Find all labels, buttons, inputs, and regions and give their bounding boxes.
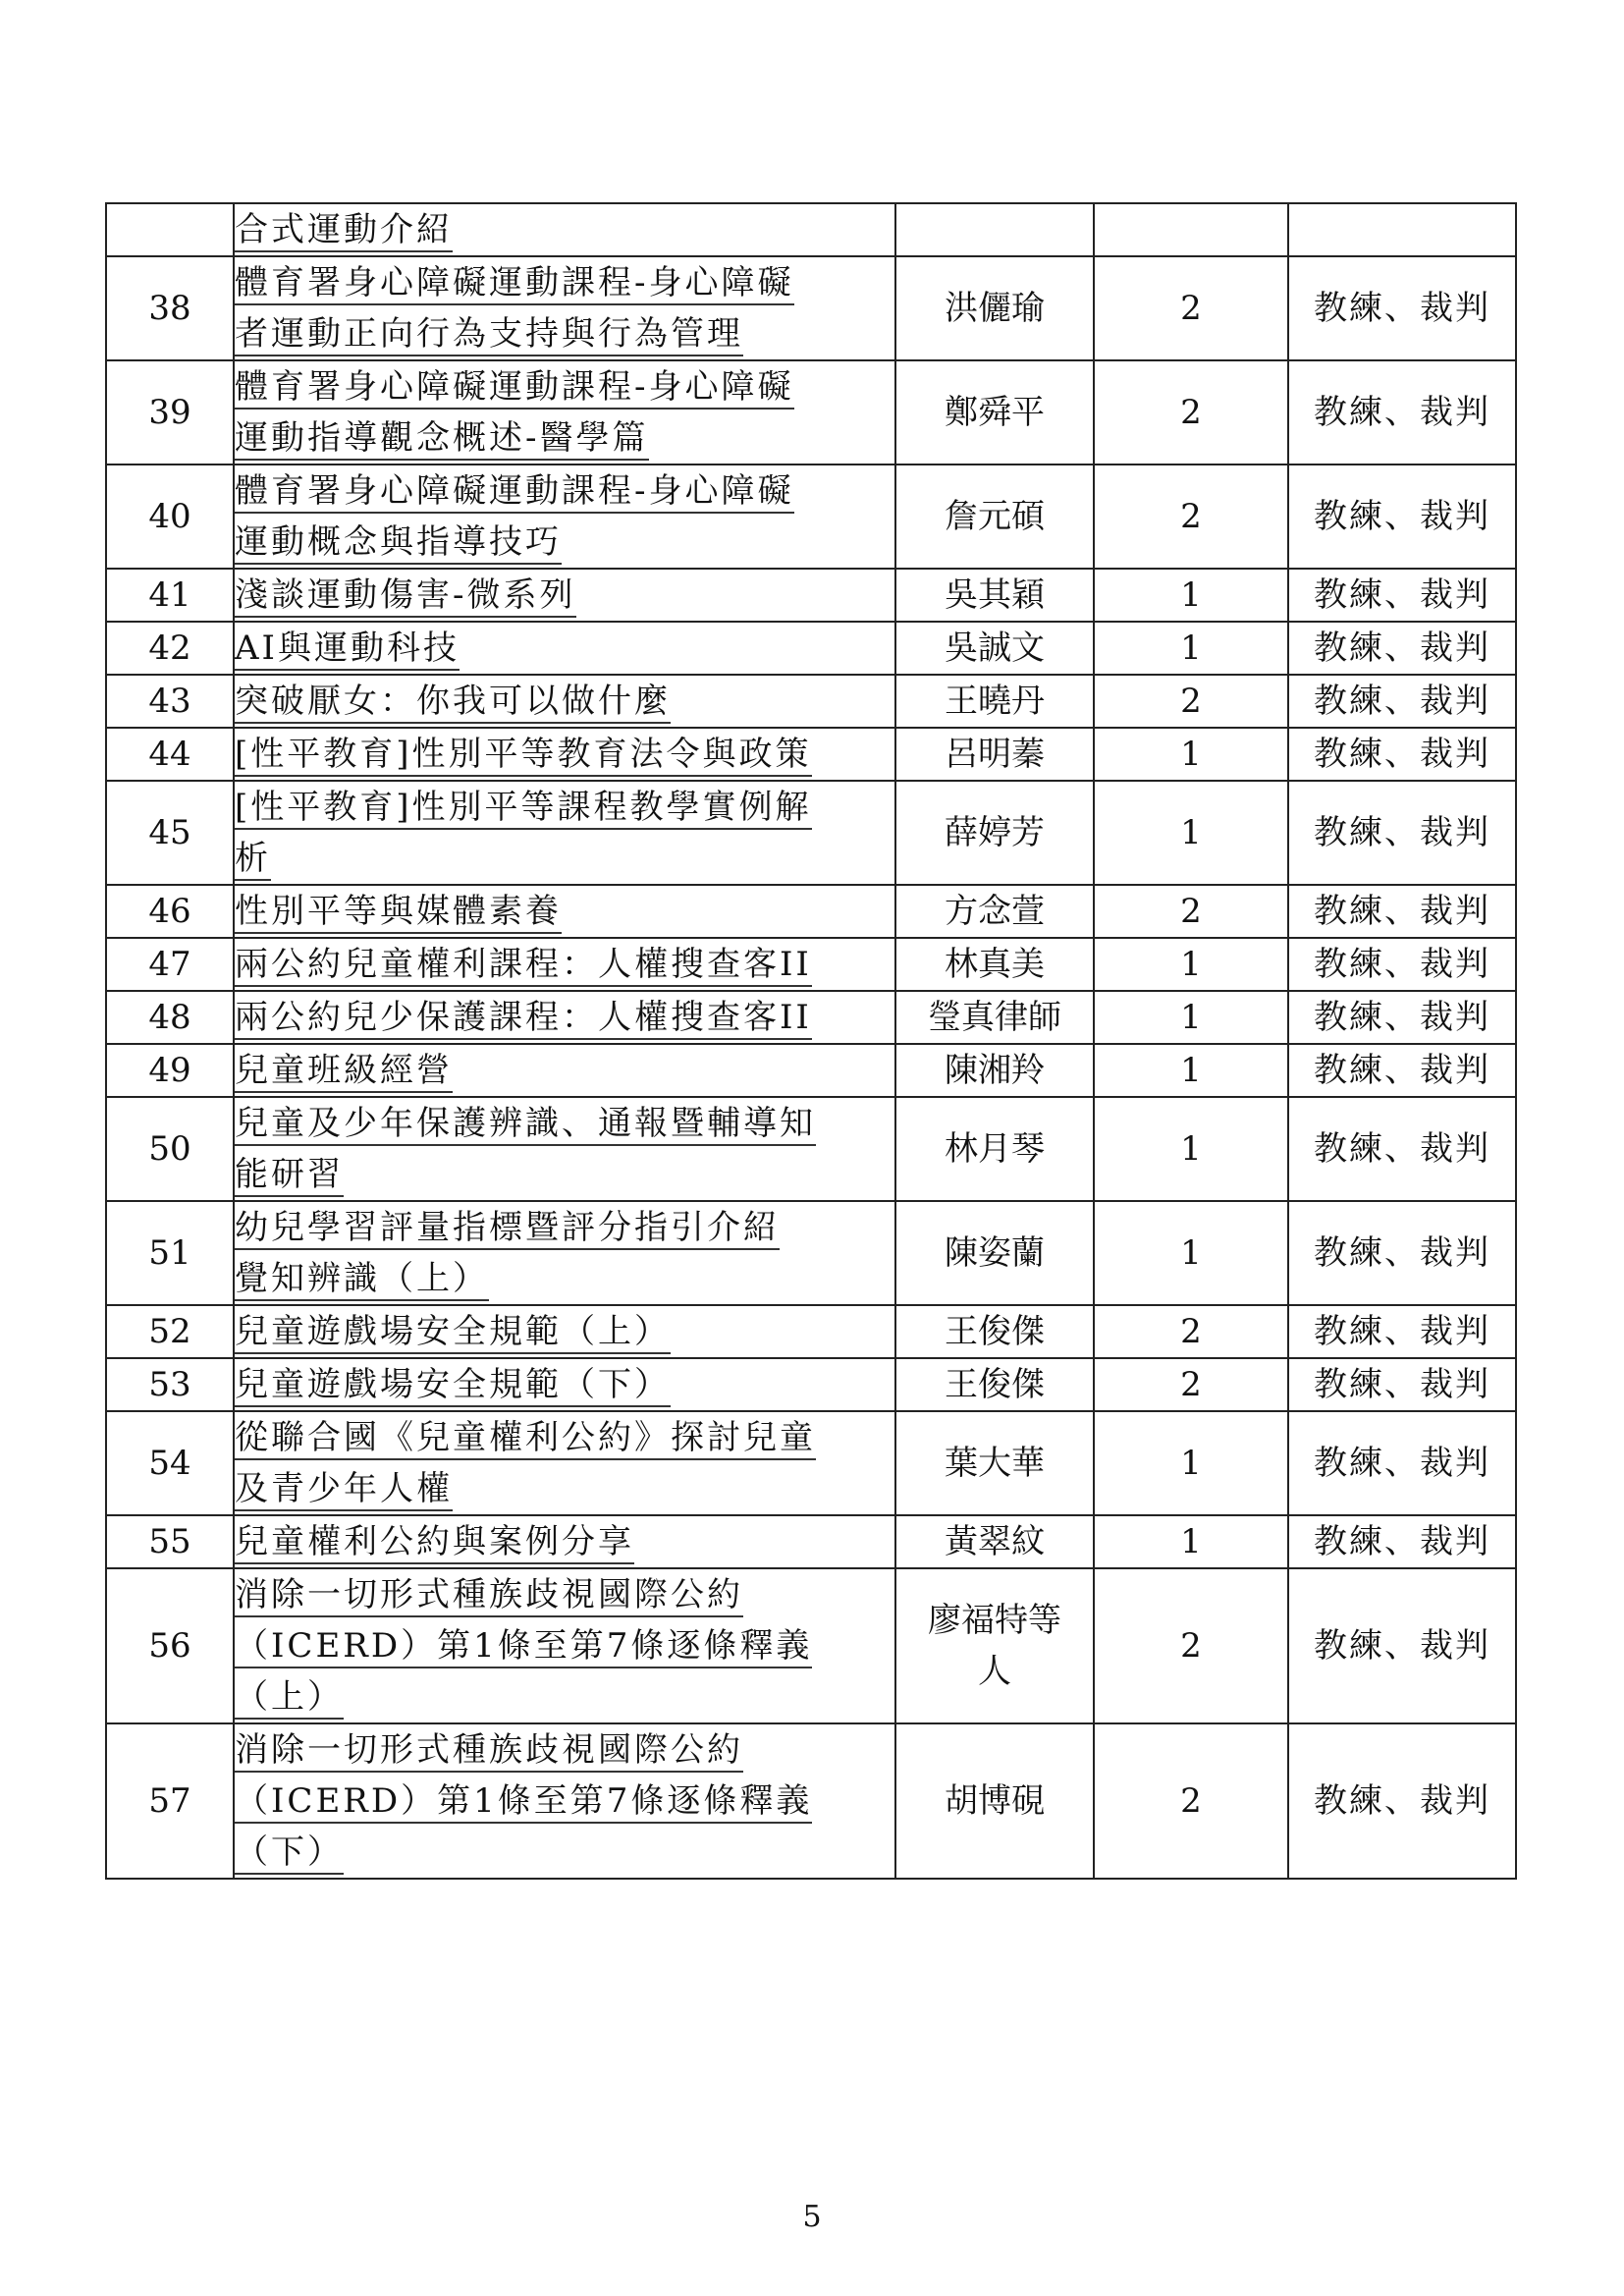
course-title-link[interactable]: 者運動正向行為支持與行為管理 bbox=[235, 314, 743, 356]
course-title-link[interactable]: 體育署身心障礙運動課程-身心障礙 bbox=[235, 471, 794, 514]
course-title-link[interactable]: 體育署身心障礙運動課程-身心障礙 bbox=[235, 367, 794, 410]
course-title-cell bbox=[234, 569, 895, 622]
lecturer-cell bbox=[895, 938, 1094, 991]
lecturer-cell bbox=[895, 1097, 1094, 1201]
row-number: 38 bbox=[106, 256, 234, 360]
lecturer-name: 薛婷芳 bbox=[945, 813, 1045, 852]
course-title-cell bbox=[234, 885, 895, 938]
hours-cell: 2 bbox=[1094, 360, 1288, 465]
course-title-link[interactable]: 運動概念與指導技巧 bbox=[235, 522, 562, 565]
lecturer-name: 瑩真律師 bbox=[928, 998, 1061, 1037]
table-row bbox=[106, 1568, 1516, 1723]
target-audience-cell: 教練、裁判 bbox=[1288, 1358, 1516, 1411]
hours-cell: 1 bbox=[1094, 1201, 1288, 1305]
hours-cell: 1 bbox=[1094, 569, 1288, 622]
course-title-link[interactable]: 析 bbox=[235, 839, 271, 881]
table-row bbox=[106, 1044, 1516, 1097]
course-title-link[interactable]: 兒童遊戲場安全規範（下） bbox=[235, 1365, 671, 1407]
course-title-link[interactable]: 性別平等與媒體素養 bbox=[235, 892, 562, 934]
target-audience-cell: 教練、裁判 bbox=[1288, 1411, 1516, 1515]
table-row bbox=[106, 360, 1516, 465]
target-audience-cell: 教練、裁判 bbox=[1288, 1723, 1516, 1879]
table-row bbox=[106, 1358, 1516, 1411]
target-audience-cell: 教練、裁判 bbox=[1288, 1568, 1516, 1723]
target-audience-cell bbox=[1288, 203, 1516, 256]
table-row bbox=[106, 885, 1516, 938]
row-number: 53 bbox=[106, 1358, 234, 1411]
lecturer-cell bbox=[895, 1044, 1094, 1097]
table-row bbox=[106, 781, 1516, 885]
lecturer-name: 人 bbox=[978, 1652, 1011, 1691]
row-number: 57 bbox=[106, 1723, 234, 1879]
target-audience-cell: 教練、裁判 bbox=[1288, 256, 1516, 360]
hours-cell: 2 bbox=[1094, 885, 1288, 938]
target-audience-cell: 教練、裁判 bbox=[1288, 675, 1516, 728]
lecturer-name: 王俊傑 bbox=[945, 1312, 1045, 1351]
course-table bbox=[105, 202, 1517, 1880]
course-title-link[interactable]: 運動指導觀念概述-醫學篇 bbox=[235, 418, 649, 461]
lecturer-name: 王俊傑 bbox=[945, 1365, 1045, 1404]
row-number: 54 bbox=[106, 1411, 234, 1515]
course-title-link[interactable]: AI與運動科技 bbox=[235, 629, 460, 671]
row-number: 41 bbox=[106, 569, 234, 622]
course-title-link[interactable]: 從聯合國《兒童權利公約》探討兒童 bbox=[235, 1418, 816, 1460]
lecturer-name: 呂明蓁 bbox=[945, 735, 1045, 774]
row-number: 43 bbox=[106, 675, 234, 728]
hours-cell: 2 bbox=[1094, 675, 1288, 728]
lecturer-cell bbox=[895, 1515, 1094, 1568]
lecturer-cell bbox=[895, 622, 1094, 675]
row-number: 49 bbox=[106, 1044, 234, 1097]
row-number: 42 bbox=[106, 622, 234, 675]
course-title-link[interactable]: 幼兒學習評量指標暨評分指引介紹 bbox=[235, 1208, 780, 1250]
lecturer-name: 陳湘羚 bbox=[945, 1051, 1045, 1090]
hours-cell: 2 bbox=[1094, 1358, 1288, 1411]
hours-cell: 1 bbox=[1094, 1411, 1288, 1515]
target-audience-cell: 教練、裁判 bbox=[1288, 569, 1516, 622]
lecturer-cell bbox=[895, 203, 1094, 256]
lecturer-name: 吳其穎 bbox=[945, 575, 1045, 615]
course-title-cell bbox=[234, 1358, 895, 1411]
row-number: 48 bbox=[106, 991, 234, 1044]
table-row bbox=[106, 465, 1516, 569]
course-title-cell bbox=[234, 675, 895, 728]
lecturer-name: 胡博硯 bbox=[945, 1781, 1045, 1821]
course-title-link[interactable]: 體育署身心障礙運動課程-身心障礙 bbox=[235, 263, 794, 305]
lecturer-cell bbox=[895, 256, 1094, 360]
lecturer-name: 葉大華 bbox=[945, 1444, 1045, 1483]
hours-cell: 1 bbox=[1094, 1097, 1288, 1201]
table-row bbox=[106, 569, 1516, 622]
course-title-link[interactable]: 兒童及少年保護辨識、通報暨輔導知 bbox=[235, 1104, 816, 1146]
course-title-cell bbox=[234, 1515, 895, 1568]
table-row bbox=[106, 991, 1516, 1044]
row-number: 44 bbox=[106, 728, 234, 781]
course-title-link[interactable]: 及青少年人權 bbox=[235, 1469, 453, 1511]
course-title-cell bbox=[234, 360, 895, 465]
table-row bbox=[106, 1305, 1516, 1358]
table-row bbox=[106, 1515, 1516, 1568]
table-row bbox=[106, 1097, 1516, 1201]
course-title-cell bbox=[234, 1305, 895, 1358]
row-number bbox=[106, 203, 234, 256]
lecturer-cell bbox=[895, 991, 1094, 1044]
hours-cell: 1 bbox=[1094, 1515, 1288, 1568]
hours-cell: 2 bbox=[1094, 1568, 1288, 1723]
table-row bbox=[106, 675, 1516, 728]
lecturer-cell bbox=[895, 885, 1094, 938]
course-title-link[interactable]: 突破厭女：你我可以做什麼 bbox=[235, 682, 671, 724]
course-title-link[interactable]: （ICERD）第1條至第7條逐條釋義 bbox=[235, 1626, 812, 1668]
course-title-link[interactable]: （上） bbox=[235, 1677, 344, 1720]
hours-cell: 2 bbox=[1094, 256, 1288, 360]
hours-cell: 2 bbox=[1094, 1723, 1288, 1879]
course-title-cell bbox=[234, 256, 895, 360]
hours-cell: 1 bbox=[1094, 1044, 1288, 1097]
lecturer-name: 林真美 bbox=[945, 945, 1045, 984]
target-audience-cell: 教練、裁判 bbox=[1288, 1097, 1516, 1201]
course-title-cell bbox=[234, 465, 895, 569]
page-number: 5 bbox=[802, 2200, 822, 2234]
table-row bbox=[106, 1411, 1516, 1515]
hours-cell: 1 bbox=[1094, 622, 1288, 675]
target-audience-cell: 教練、裁判 bbox=[1288, 1515, 1516, 1568]
course-title-link[interactable]: [性平教育]性別平等教育法令與政策 bbox=[235, 735, 812, 777]
table-row bbox=[106, 622, 1516, 675]
course-title-link[interactable]: （ICERD）第1條至第7條逐條釋義 bbox=[235, 1781, 812, 1824]
row-number: 50 bbox=[106, 1097, 234, 1201]
course-title-cell bbox=[234, 1201, 895, 1305]
lecturer-name: 洪儷瑜 bbox=[945, 289, 1045, 328]
course-title-cell bbox=[234, 1568, 895, 1723]
course-title-link[interactable]: 淺談運動傷害-微系列 bbox=[235, 575, 576, 618]
target-audience-cell: 教練、裁判 bbox=[1288, 728, 1516, 781]
target-audience-cell: 教練、裁判 bbox=[1288, 938, 1516, 991]
lecturer-cell bbox=[895, 781, 1094, 885]
lecturer-cell bbox=[895, 1358, 1094, 1411]
lecturer-cell bbox=[895, 569, 1094, 622]
row-number: 56 bbox=[106, 1568, 234, 1723]
course-title-cell bbox=[234, 622, 895, 675]
table-row bbox=[106, 1201, 1516, 1305]
table-row bbox=[106, 256, 1516, 360]
hours-cell: 2 bbox=[1094, 465, 1288, 569]
lecturer-cell bbox=[895, 675, 1094, 728]
row-number: 46 bbox=[106, 885, 234, 938]
course-title-link[interactable]: 消除一切形式種族歧視國際公約 bbox=[235, 1575, 743, 1617]
hours-cell: 1 bbox=[1094, 728, 1288, 781]
target-audience-cell: 教練、裁判 bbox=[1288, 991, 1516, 1044]
row-number: 45 bbox=[106, 781, 234, 885]
lecturer-cell bbox=[895, 728, 1094, 781]
target-audience-cell: 教練、裁判 bbox=[1288, 781, 1516, 885]
course-title-cell bbox=[234, 991, 895, 1044]
table-row bbox=[106, 938, 1516, 991]
course-title-cell bbox=[234, 1411, 895, 1515]
course-title-link[interactable]: 能研習 bbox=[235, 1155, 344, 1197]
course-title-cell bbox=[234, 203, 895, 256]
target-audience-cell: 教練、裁判 bbox=[1288, 1305, 1516, 1358]
table-body bbox=[106, 203, 1516, 1879]
hours-cell: 1 bbox=[1094, 781, 1288, 885]
row-number: 40 bbox=[106, 465, 234, 569]
lecturer-cell bbox=[895, 1568, 1094, 1723]
course-title-cell bbox=[234, 938, 895, 991]
row-number: 39 bbox=[106, 360, 234, 465]
target-audience-cell: 教練、裁判 bbox=[1288, 360, 1516, 465]
course-title-link[interactable]: 兩公約兒少保護課程：人權搜查客II bbox=[235, 998, 812, 1040]
hours-cell: 1 bbox=[1094, 991, 1288, 1044]
hours-cell: 2 bbox=[1094, 1305, 1288, 1358]
lecturer-cell bbox=[895, 1723, 1094, 1879]
course-title-cell bbox=[234, 1044, 895, 1097]
lecturer-name: 方念萱 bbox=[945, 892, 1045, 931]
course-title-cell bbox=[234, 728, 895, 781]
hours-cell bbox=[1094, 203, 1288, 256]
lecturer-cell bbox=[895, 465, 1094, 569]
lecturer-name: 王曉丹 bbox=[945, 682, 1045, 721]
table-row bbox=[106, 1723, 1516, 1879]
lecturer-cell bbox=[895, 360, 1094, 465]
lecturer-name: 吳誠文 bbox=[945, 629, 1045, 668]
lecturer-cell bbox=[895, 1201, 1094, 1305]
target-audience-cell: 教練、裁判 bbox=[1288, 465, 1516, 569]
row-number: 47 bbox=[106, 938, 234, 991]
target-audience-cell: 教練、裁判 bbox=[1288, 622, 1516, 675]
lecturer-name: 黃翠紋 bbox=[945, 1522, 1045, 1561]
course-title-cell bbox=[234, 781, 895, 885]
course-title-link[interactable]: 合式運動介紹 bbox=[235, 210, 453, 252]
table-row bbox=[106, 203, 1516, 256]
course-title-link[interactable]: [性平教育]性別平等課程教學實例解 bbox=[235, 788, 812, 830]
row-number: 52 bbox=[106, 1305, 234, 1358]
lecturer-cell bbox=[895, 1411, 1094, 1515]
course-title-link[interactable]: 兩公約兒童權利課程：人權搜查客II bbox=[235, 945, 812, 987]
course-title-link[interactable]: 消除一切形式種族歧視國際公約 bbox=[235, 1730, 743, 1773]
lecturer-name: 廖福特等 bbox=[928, 1601, 1061, 1640]
lecturer-name: 鄭舜平 bbox=[945, 393, 1045, 432]
course-title-cell bbox=[234, 1723, 895, 1879]
target-audience-cell: 教練、裁判 bbox=[1288, 1044, 1516, 1097]
course-title-link[interactable]: 覺知辨識（上） bbox=[235, 1259, 489, 1301]
lecturer-cell bbox=[895, 1305, 1094, 1358]
target-audience-cell: 教練、裁判 bbox=[1288, 1201, 1516, 1305]
lecturer-name: 陳姿蘭 bbox=[945, 1233, 1045, 1273]
course-title-link[interactable]: 兒童班級經營 bbox=[235, 1051, 453, 1093]
lecturer-name: 林月琴 bbox=[945, 1129, 1045, 1169]
table-row bbox=[106, 728, 1516, 781]
course-title-cell bbox=[234, 1097, 895, 1201]
course-title-link[interactable]: 兒童權利公約與案例分享 bbox=[235, 1522, 634, 1564]
row-number: 51 bbox=[106, 1201, 234, 1305]
hours-cell: 1 bbox=[1094, 938, 1288, 991]
course-title-link[interactable]: （下） bbox=[235, 1832, 344, 1875]
course-title-link[interactable]: 兒童遊戲場安全規範（上） bbox=[235, 1312, 671, 1354]
row-number: 55 bbox=[106, 1515, 234, 1568]
lecturer-name: 詹元碩 bbox=[945, 497, 1045, 536]
target-audience-cell: 教練、裁判 bbox=[1288, 885, 1516, 938]
